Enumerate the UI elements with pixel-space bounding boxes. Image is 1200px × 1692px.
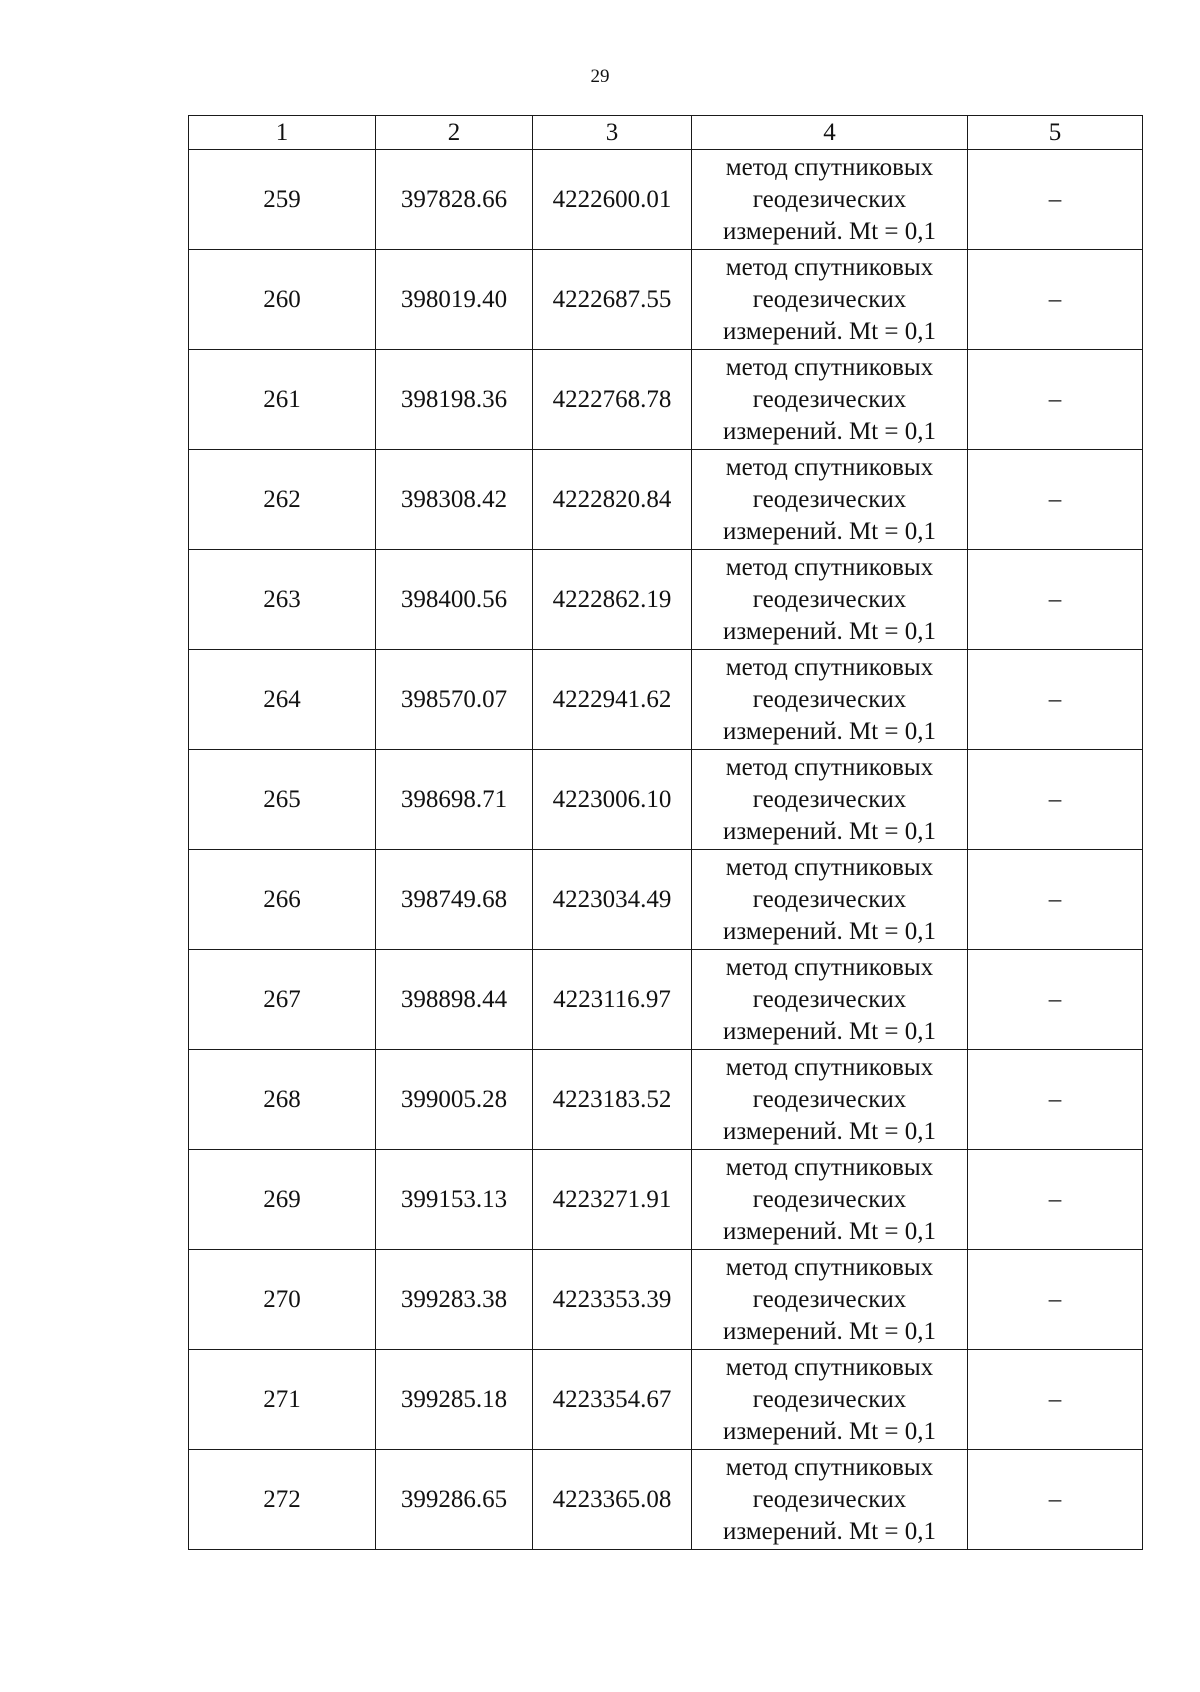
- x-coordinate-cell: 398749.68: [376, 850, 533, 950]
- x-coordinate-cell: 399283.38: [376, 1250, 533, 1350]
- method-text-line: геодезических: [752, 1085, 907, 1113]
- description-cell: –: [968, 550, 1143, 650]
- description-cell: –: [968, 950, 1143, 1050]
- point-number-cell: 262: [189, 450, 376, 550]
- table-row: [189, 250, 1143, 350]
- method-text-line: измерений. Mt = 0,1: [722, 617, 937, 645]
- point-number-cell: 265: [189, 750, 376, 850]
- y-coordinate-cell: 4222768.78: [533, 350, 692, 450]
- table-body: [189, 150, 1143, 1550]
- header-col-4: 4: [692, 116, 968, 150]
- method-text-line: геодезических: [752, 385, 907, 413]
- method-text-line: геодезических: [752, 585, 907, 613]
- table-row: [189, 1250, 1143, 1350]
- x-coordinate-cell: 397828.66: [376, 150, 533, 250]
- table-row: [189, 1050, 1143, 1150]
- y-coordinate-cell: 4222820.84: [533, 450, 692, 550]
- point-number-cell: 259: [189, 150, 376, 250]
- method-text-line: геодезических: [752, 285, 907, 313]
- table-row: [189, 850, 1143, 950]
- method-cell: [692, 150, 968, 250]
- table-row: [189, 1350, 1143, 1450]
- page-number: 29: [590, 66, 610, 87]
- description-cell: –: [968, 450, 1143, 550]
- method-text-line: геодезических: [752, 885, 907, 913]
- y-coordinate-cell: 4223365.08: [533, 1450, 692, 1550]
- point-number-cell: 260: [189, 250, 376, 350]
- method-cell: [692, 350, 968, 450]
- method-text-line: метод спутниковых: [725, 1053, 934, 1081]
- table-header: [189, 116, 1143, 150]
- method-text-line: метод спутниковых: [725, 653, 934, 681]
- y-coordinate-cell: 4223353.39: [533, 1250, 692, 1350]
- method-text-line: метод спутниковых: [725, 553, 934, 581]
- method-text-line: измерений. Mt = 0,1: [722, 417, 937, 445]
- point-number-cell: 263: [189, 550, 376, 650]
- description-cell: –: [968, 850, 1143, 950]
- point-number-cell: 272: [189, 1450, 376, 1550]
- method-text-line: метод спутниковых: [725, 253, 934, 281]
- x-coordinate-cell: 399286.65: [376, 1450, 533, 1550]
- x-coordinate-cell: 398308.42: [376, 450, 533, 550]
- method-cell: [692, 1150, 968, 1250]
- description-cell: –: [968, 350, 1143, 450]
- method-text-line: геодезических: [752, 1485, 907, 1513]
- method-text-line: геодезических: [752, 1285, 907, 1313]
- y-coordinate-cell: 4222687.55: [533, 250, 692, 350]
- table-row: [189, 1450, 1143, 1550]
- description-cell: –: [968, 1350, 1143, 1450]
- method-cell: [692, 1050, 968, 1150]
- method-cell: [692, 450, 968, 550]
- table-row: [189, 150, 1143, 250]
- method-text-line: геодезических: [752, 685, 907, 713]
- header-col-2: 2: [376, 116, 533, 150]
- x-coordinate-cell: 398898.44: [376, 950, 533, 1050]
- method-text-line: метод спутниковых: [725, 353, 934, 381]
- method-text-line: геодезических: [752, 1385, 907, 1413]
- y-coordinate-cell: 4222862.19: [533, 550, 692, 650]
- method-text-line: метод спутниковых: [725, 1453, 934, 1481]
- method-text-line: геодезических: [752, 485, 907, 513]
- y-coordinate-cell: 4223034.49: [533, 850, 692, 950]
- method-text-line: измерений. Mt = 0,1: [722, 517, 937, 545]
- method-cell: [692, 850, 968, 950]
- description-cell: –: [968, 1250, 1143, 1350]
- method-cell: [692, 750, 968, 850]
- method-cell: [692, 1250, 968, 1350]
- y-coordinate-cell: 4223354.67: [533, 1350, 692, 1450]
- point-number-cell: 271: [189, 1350, 376, 1450]
- description-cell: –: [968, 250, 1143, 350]
- table-row: [189, 650, 1143, 750]
- description-cell: –: [968, 1050, 1143, 1150]
- method-text-line: метод спутниковых: [725, 1353, 934, 1381]
- y-coordinate-cell: 4223116.97: [533, 950, 692, 1050]
- method-text-line: метод спутниковых: [725, 1253, 934, 1281]
- method-text-line: метод спутниковых: [725, 953, 934, 981]
- method-text-line: измерений. Mt = 0,1: [722, 1217, 937, 1245]
- point-number-cell: 268: [189, 1050, 376, 1150]
- method-text-line: измерений. Mt = 0,1: [722, 1517, 937, 1545]
- description-cell: –: [968, 1450, 1143, 1550]
- method-cell: [692, 1450, 968, 1550]
- x-coordinate-cell: 398198.36: [376, 350, 533, 450]
- method-text-line: измерений. Mt = 0,1: [722, 1117, 937, 1145]
- y-coordinate-cell: 4223183.52: [533, 1050, 692, 1150]
- x-coordinate-cell: 398698.71: [376, 750, 533, 850]
- point-number-cell: 269: [189, 1150, 376, 1250]
- point-number-cell: 270: [189, 1250, 376, 1350]
- table-row: [189, 1150, 1143, 1250]
- method-text-line: измерений. Mt = 0,1: [722, 717, 937, 745]
- header-row: [189, 116, 1143, 150]
- method-cell: [692, 250, 968, 350]
- method-text-line: метод спутниковых: [725, 753, 934, 781]
- method-text-line: метод спутниковых: [725, 853, 934, 881]
- method-text-line: метод спутниковых: [725, 1153, 934, 1181]
- method-text-line: измерений. Mt = 0,1: [722, 217, 937, 245]
- method-text-line: геодезических: [752, 185, 907, 213]
- description-cell: –: [968, 750, 1143, 850]
- coordinates-table: [188, 115, 1143, 1550]
- method-cell: [692, 1350, 968, 1450]
- point-number-cell: 264: [189, 650, 376, 750]
- table-row: [189, 750, 1143, 850]
- y-coordinate-cell: 4222941.62: [533, 650, 692, 750]
- point-number-cell: 267: [189, 950, 376, 1050]
- description-cell: –: [968, 1150, 1143, 1250]
- method-cell: [692, 650, 968, 750]
- x-coordinate-cell: 398400.56: [376, 550, 533, 650]
- table-row: [189, 550, 1143, 650]
- method-text-line: измерений. Mt = 0,1: [722, 1417, 937, 1445]
- method-text-line: геодезических: [752, 1185, 907, 1213]
- method-text-line: измерений. Mt = 0,1: [722, 917, 937, 945]
- header-col-5: 5: [968, 116, 1143, 150]
- description-cell: –: [968, 150, 1143, 250]
- method-text-line: геодезических: [752, 785, 907, 813]
- header-col-3: 3: [533, 116, 692, 150]
- method-text-line: измерений. Mt = 0,1: [722, 817, 937, 845]
- point-number-cell: 261: [189, 350, 376, 450]
- x-coordinate-cell: 399153.13: [376, 1150, 533, 1250]
- method-text-line: измерений. Mt = 0,1: [722, 1017, 937, 1045]
- x-coordinate-cell: 398019.40: [376, 250, 533, 350]
- method-text-line: геодезических: [752, 985, 907, 1013]
- method-text-line: измерений. Mt = 0,1: [722, 317, 937, 345]
- point-number-cell: 266: [189, 850, 376, 950]
- method-cell: [692, 950, 968, 1050]
- method-text-line: метод спутниковых: [725, 453, 934, 481]
- header-col-1: 1: [189, 116, 376, 150]
- method-text-line: метод спутниковых: [725, 153, 934, 181]
- y-coordinate-cell: 4222600.01: [533, 150, 692, 250]
- method-cell: [692, 550, 968, 650]
- description-cell: –: [968, 650, 1143, 750]
- table-row: [189, 350, 1143, 450]
- table-row: [189, 450, 1143, 550]
- y-coordinate-cell: 4223271.91: [533, 1150, 692, 1250]
- method-text-line: измерений. Mt = 0,1: [722, 1317, 937, 1345]
- x-coordinate-cell: 399005.28: [376, 1050, 533, 1150]
- x-coordinate-cell: 398570.07: [376, 650, 533, 750]
- table-row: [189, 950, 1143, 1050]
- x-coordinate-cell: 399285.18: [376, 1350, 533, 1450]
- y-coordinate-cell: 4223006.10: [533, 750, 692, 850]
